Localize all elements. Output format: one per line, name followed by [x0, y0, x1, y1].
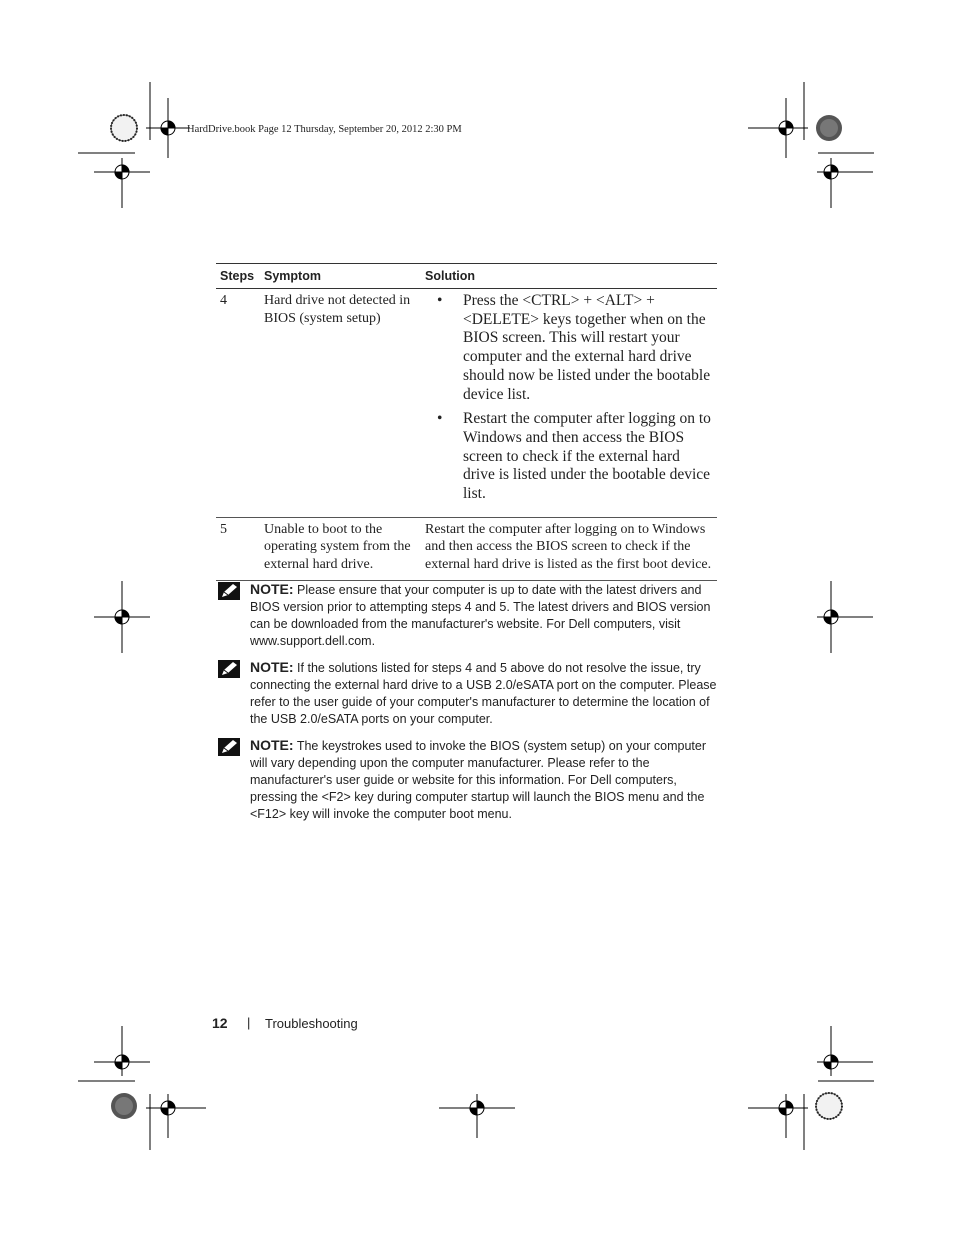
troubleshooting-table	[216, 263, 717, 581]
footer-separator: |	[247, 1015, 251, 1030]
section-title: Troubleshooting	[265, 1016, 358, 1031]
solution-bullet: • Restart the computer after logging on to Windows and then access the BIOS screen to check if the external hard drive is listed under the bootable device list.	[437, 410, 711, 503]
note-text: If the solutions listed for steps 4 and 5 above do not resolve the issue, try connecting the external hard drive to a USB 2.0/eSATA port on the computer. Please refer to the user guide of your computer's manufacturer to determine the location of the USB 2.0/eSATA ports on your computer.	[250, 661, 717, 726]
step-number: 5	[216, 517, 260, 581]
note-text: The keystrokes used to invoke the BIOS (system setup) on your computer will vary depending upon the computer manufacturer. Please refer to the manufacturer's user guide or website for this information. For Dell computers, pressing the <F2> key during computer startup will launch the BIOS menu and the <F12> key will invoke the computer boot menu.	[250, 739, 707, 821]
solution-bullet: • Press the <CTRL> + <ALT> + <DELETE> keys together when on the BIOS screen. This will restart your computer and the external hard drive should now be listed under the bootable device list.	[437, 292, 711, 403]
table-header-row	[216, 264, 717, 289]
solution-cell: Restart the computer after logging on to Windows and then access the BIOS screen to check if the external hard drive is listed as the first boot device.	[421, 517, 717, 581]
book-header: HardDrive.book Page 12 Thursday, September 20, 2012 2:30 PM	[187, 124, 462, 135]
table-row	[216, 517, 717, 581]
note-label: NOTE:	[250, 659, 294, 675]
page-number: 12	[212, 1015, 228, 1031]
column-header-steps: Steps	[216, 264, 260, 289]
note-block	[218, 581, 718, 650]
symptom-cell: Hard drive not detected in BIOS (system setup)	[260, 289, 421, 518]
solution-cell	[421, 289, 717, 518]
pencil-note-icon	[218, 582, 240, 600]
table-row	[216, 289, 717, 518]
note-text: Please ensure that your computer is up to date with the latest drivers and BIOS version prior to attempting steps 4 and 5. The latest drivers and BIOS version can be downloaded from the manufacturer's website. For Dell computers, visit www.support.dell.com.	[250, 583, 711, 648]
step-number: 4	[216, 289, 260, 518]
column-header-symptom: Symptom	[260, 264, 421, 289]
note-label: NOTE:	[250, 737, 294, 753]
column-header-solution: Solution	[421, 264, 717, 289]
note-block	[218, 737, 718, 823]
note-label: NOTE:	[250, 581, 294, 597]
symptom-cell: Unable to boot to the operating system from the external hard drive.	[260, 517, 421, 581]
note-block	[218, 659, 718, 728]
pencil-note-icon	[218, 738, 240, 756]
pencil-note-icon	[218, 660, 240, 678]
